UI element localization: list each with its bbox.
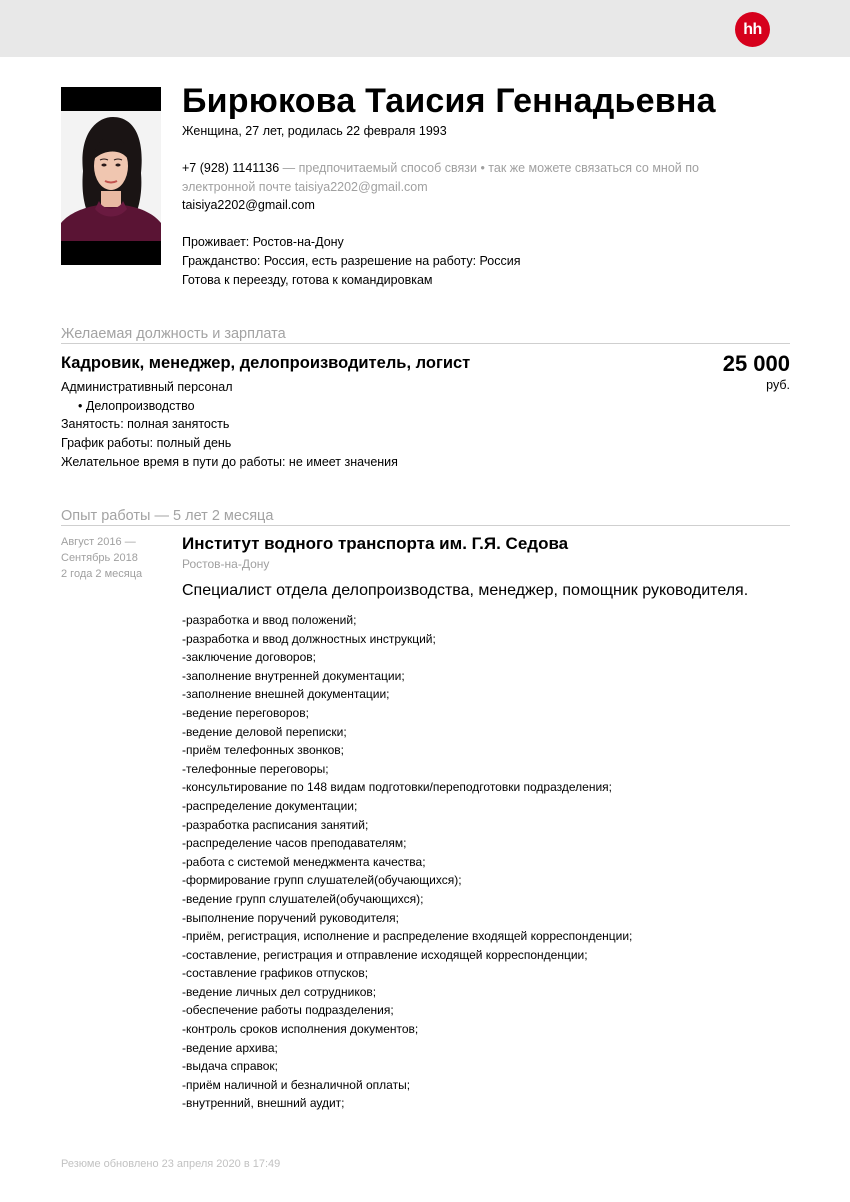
divider (61, 343, 790, 344)
duty-item: -ведение групп слушателей(обучающихся); (182, 891, 424, 906)
work-schedule: График работы: полный день (61, 436, 232, 450)
salary-amount: 25 000 (722, 351, 790, 376)
experience-section-title: Опыт работы — 5 лет 2 месяца (61, 508, 274, 524)
contact-phone-line (182, 161, 699, 175)
contact-note-email: электронной почте taisiya2202@gmail.com (182, 180, 428, 194)
phone-note: — предпочитаемый способ связи • так же можете связаться со мной по (279, 161, 699, 175)
duty-item: -внутренний, внешний аудит; (182, 1096, 345, 1111)
divider (61, 525, 790, 526)
full-name: Бирюкова Таисия Геннадьевна (182, 82, 716, 120)
duty-item: -заполнение внешней документации; (182, 687, 390, 702)
duty-item: -контроль сроков исполнения документов; (182, 1022, 419, 1037)
duty-item: -консультирование по 148 видам подготовки/переподготовки подразделения; (182, 780, 612, 795)
person-summary: Женщина, 27 лет, родилась 22 февраля 1993 (182, 124, 447, 138)
duty-item: -разработка и ввод положений; (182, 613, 357, 627)
desired-position: Кадровик, менеджер, делопроизводитель, логист (61, 354, 471, 372)
job-period-end: Сентябрь 2018 (61, 552, 138, 564)
duty-item: -ведение личных дел сотрудников; (182, 984, 377, 999)
specialization-item: • Делопроизводство (78, 399, 195, 413)
job-title: Специалист отдела делопроизводства, менеджер, помощник руководителя. (182, 582, 749, 599)
duty-item: -разработка и ввод должностных инструкций; (182, 631, 436, 646)
duty-item: -ведение деловой переписки; (182, 724, 347, 739)
company-name: Институт водного транспорта им. Г.Я. Седова (182, 534, 569, 553)
duty-item: -распределение документации; (182, 798, 358, 813)
email-link[interactable]: taisiya2202@gmail.com (182, 198, 315, 212)
job-duties-list (182, 611, 632, 1113)
duty-item: -ведение архива; (182, 1040, 278, 1055)
citizenship: Гражданство: Россия, есть разрешение на работу: Россия (182, 254, 521, 268)
commute-time: Желательное время в пути до работы: не имеет значения (61, 455, 398, 469)
profile-photo (61, 87, 161, 265)
top-bar (0, 0, 850, 57)
duty-item: -формирование групп слушателей(обучающихся); (182, 873, 462, 888)
residence: Проживает: Ростов-на-Дону (182, 235, 344, 249)
duty-item: -приём, регистрация, исполнение и распределение входящей корреспонденции; (182, 929, 633, 944)
job-category: Административный персонал (61, 380, 233, 394)
person-portrait-icon (61, 111, 161, 241)
duty-item: -заключение договоров; (182, 650, 316, 665)
duty-item: -приём наличной и безналичной оплаты; (182, 1077, 411, 1092)
job-duration: 2 года 2 месяца (61, 568, 143, 580)
duty-item: -обеспечение работы подразделения; (182, 1003, 394, 1018)
hh-logo[interactable]: hh (735, 12, 770, 47)
duty-item: -работа с системой менеджмента качества; (182, 854, 426, 869)
phone-number[interactable]: +7 (928) 1141136 (182, 161, 280, 175)
duty-item: -составление графиков отпусков; (182, 966, 369, 981)
duty-item: -распределение часов преподавателям; (182, 836, 407, 851)
duty-item: -разработка расписания занятий; (182, 817, 369, 832)
duty-item: -заполнение внутренней документации; (182, 668, 405, 683)
desired-position-section-title: Желаемая должность и зарплата (61, 326, 286, 342)
duty-item: -выдача справок; (182, 1059, 279, 1074)
salary-currency: руб. (766, 378, 790, 392)
relocation: Готова к переезду, готова к командировкам (182, 273, 433, 287)
duty-item: -телефонные переговоры; (182, 761, 329, 776)
duty-item: -ведение переговоров; (182, 705, 309, 720)
company-city: Ростов-на-Дону (182, 557, 270, 571)
employment-type: Занятость: полная занятость (61, 417, 230, 431)
resume-updated-footer: Резюме обновлено 23 апреля 2020 в 17:49 (61, 1158, 281, 1170)
duty-item: -составление, регистрация и отправление исходящей корреспонденции; (182, 947, 588, 962)
job-period-start: Август 2016 — (61, 536, 136, 548)
duty-item: -выполнение поручений руководителя; (182, 910, 399, 925)
duty-item: -приём телефонных звонков; (182, 743, 345, 758)
